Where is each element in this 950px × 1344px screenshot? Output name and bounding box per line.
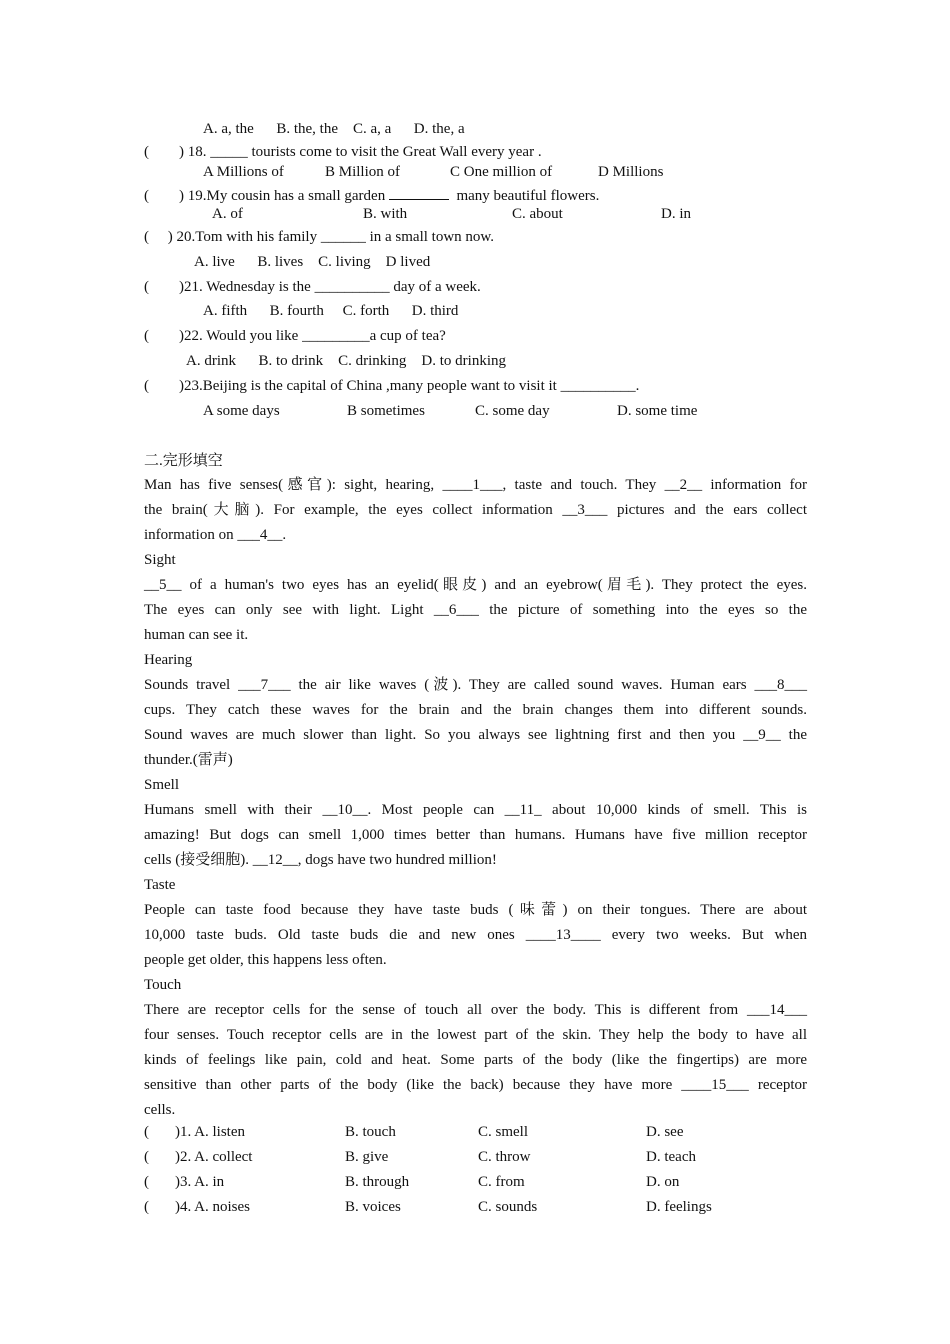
- answer-c: C. sounds: [478, 1199, 538, 1215]
- passage-line: four senses. Touch receptor cells are in the lowest part of the skin. They help the body to have all: [144, 1027, 807, 1043]
- passage-line: cells.: [144, 1102, 176, 1118]
- passage-line: Sound waves are much slower than light. So you always see lightning first and then you __9__ the: [144, 727, 807, 743]
- answer-d: D. feelings: [646, 1199, 712, 1215]
- answer-q: )3. A. in: [175, 1174, 225, 1190]
- q23-option-a: A some days: [203, 403, 280, 419]
- passage-line: __5__ of a human's two eyes has an eyelid(眼皮) and an eyebrow(眉毛). They protect the eyes.: [144, 577, 807, 593]
- passage-line: Touch: [144, 977, 182, 993]
- passage-line: cells (接受细胞). __12__, dogs have two hundred million!: [144, 852, 497, 868]
- q17-options: A. a, the B. the, the C. a, a D. the, a: [203, 121, 465, 137]
- passage-line: 10,000 taste buds. Old taste buds die and new ones ____13____ every two weeks. But when: [144, 927, 807, 943]
- answer-d: D. teach: [646, 1149, 696, 1165]
- answer-b: B. through: [345, 1174, 410, 1190]
- passage-line: information on ___4__.: [144, 527, 287, 543]
- answer-c: C. throw: [478, 1149, 531, 1165]
- q19-stem-start: ( ) 19.My cousin has a small garden: [144, 188, 389, 204]
- q19-option-c: C. about: [512, 206, 563, 222]
- q18-option-b: B Million of: [325, 164, 401, 180]
- answer-b: B. voices: [345, 1199, 401, 1215]
- passage-line: Man has five senses(感官): sight, hearing, ____1___, taste and touch. They __2__ information for: [144, 477, 807, 493]
- passage-line: cups. They catch these waves for the brain and the brain changes them into different sounds.: [144, 702, 807, 718]
- q22-stem: ( )22. Would you like _________a cup of tea?: [144, 328, 446, 344]
- q20-options: A. live B. lives C. living D lived: [194, 254, 431, 270]
- answer-d: D. see: [646, 1124, 684, 1140]
- passage-line: Taste: [144, 877, 176, 893]
- q18-option-c: C One million of: [450, 164, 553, 180]
- answer-b: B. touch: [345, 1124, 396, 1140]
- answer-row: [144, 1195, 807, 1220]
- q18-option-d: D Millions: [598, 164, 664, 180]
- passage-line: kinds of feelings like pain, cold and heat. Some parts of the body (like the fingertips) are more: [144, 1052, 807, 1068]
- passage-line: thunder.(雷声): [144, 752, 233, 768]
- passage-line: There are receptor cells for the sense of touch all over the body. This is different from ___14___: [144, 1002, 807, 1018]
- passage-line: The eyes can only see with light. Light __6___ the picture of something into the eyes so the: [144, 602, 807, 618]
- q22-options: A. drink B. to drink C. drinking D. to drinking: [186, 353, 506, 369]
- answer-c: C. from: [478, 1174, 525, 1190]
- answer-row: [144, 1145, 807, 1170]
- answer-paren: (: [144, 1124, 149, 1140]
- q19-option-d: D. in: [661, 206, 691, 222]
- q21-options: A. fifth B. fourth C. forth D. third: [203, 303, 459, 319]
- answer-q: )4. A. noises: [175, 1199, 250, 1215]
- passage-line: people get older, this happens less often.: [144, 952, 387, 968]
- q21-stem: ( )21. Wednesday is the __________ day of a week.: [144, 279, 481, 295]
- q23-stem: ( )23.Beijing is the capital of China ,many people want to visit it __________.: [144, 378, 640, 394]
- passage-line: human can see it.: [144, 627, 249, 643]
- answer-q: )2. A. collect: [175, 1149, 253, 1165]
- answer-row: [144, 1120, 807, 1145]
- q19-option-a: A. of: [212, 206, 243, 222]
- q23-option-d: D. some time: [617, 403, 698, 419]
- passage-line: Sight: [144, 552, 176, 568]
- q19-stem-end: many beautiful flowers.: [448, 188, 600, 204]
- answer-paren: (: [144, 1199, 149, 1215]
- q18-stem: ( ) 18. _____ tourists come to visit the Great Wall every year .: [144, 144, 542, 160]
- passage-line: Sounds travel ___7___ the air like waves (波). They are called sound waves. Human ears ___8___: [144, 677, 807, 693]
- answer-q: )1. A. listen: [175, 1124, 245, 1140]
- answer-b: B. give: [345, 1149, 389, 1165]
- section-heading: 二.完形填空: [144, 453, 223, 469]
- passage-line: Smell: [144, 777, 180, 793]
- cloze-answer-table: [144, 1120, 807, 1220]
- q19-blank: [389, 185, 449, 200]
- passage-line: Hearing: [144, 652, 193, 668]
- answer-c: C. smell: [478, 1124, 529, 1140]
- answer-row: [144, 1170, 807, 1195]
- answer-paren: (: [144, 1149, 149, 1165]
- answer-d: D. on: [646, 1174, 680, 1190]
- passage-line: the brain(大脑). For example, the eyes collect information __3___ pictures and the ears collect: [144, 502, 807, 518]
- passage-line: sensitive than other parts of the body (like the back) because they have more ____15___ receptor: [144, 1077, 807, 1093]
- passage-line: People can taste food because they have taste buds (味蕾) on their tongues. There are about: [144, 902, 807, 918]
- q20-stem: ( ) 20.Tom with his family ______ in a small town now.: [144, 229, 495, 245]
- answer-paren: (: [144, 1174, 149, 1190]
- passage-line: Humans smell with their __10__. Most people can __11_ about 10,000 kinds of smell. This is: [144, 802, 807, 818]
- cloze-passage: [144, 473, 807, 1123]
- passage-line: amazing! But dogs can smell 1,000 times better than humans. Humans have five million receptor: [144, 827, 807, 843]
- q19-stem: [144, 185, 599, 205]
- q23-option-c: C. some day: [475, 403, 550, 419]
- q18-option-a: A Millions of: [203, 164, 284, 180]
- q19-option-b: B. with: [363, 206, 408, 222]
- q23-option-b: B sometimes: [347, 403, 425, 419]
